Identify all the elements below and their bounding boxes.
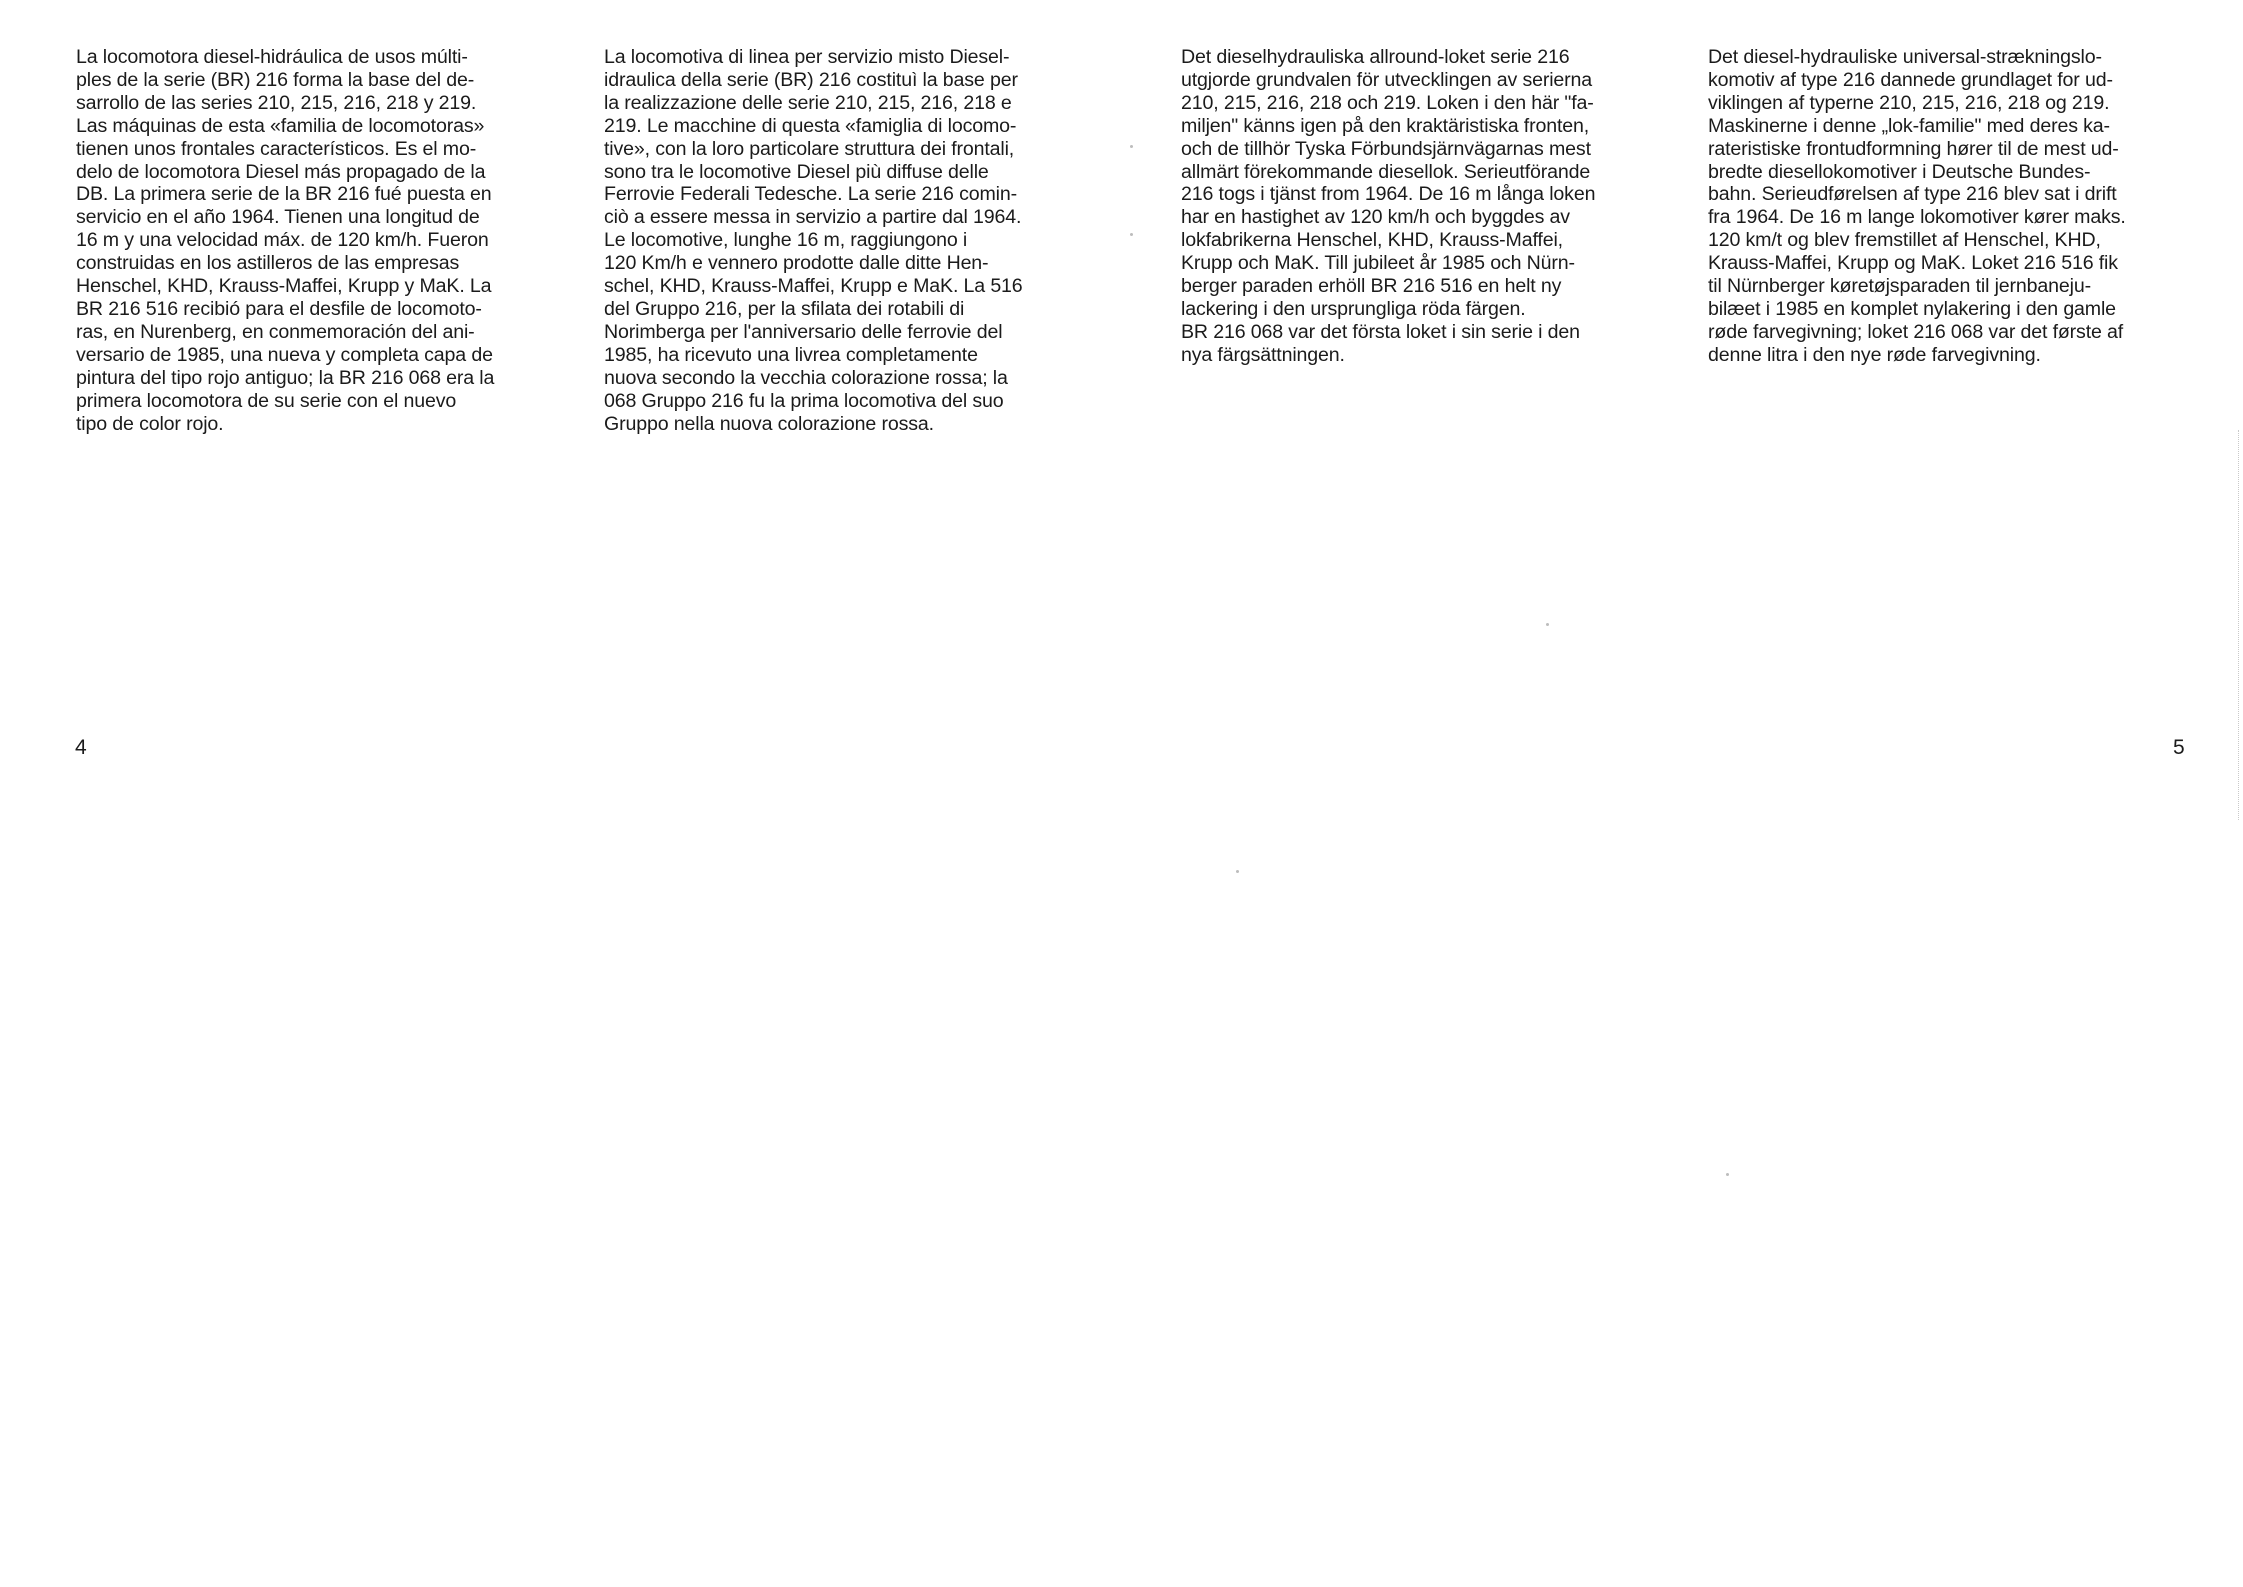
text-line: idraulica della serie (BR) 216 costituì la base per — [604, 68, 1018, 91]
text-line: primera locomotora de su serie con el nuevo — [76, 389, 457, 412]
text-line: delo de locomotora Diesel más propagado de la — [76, 160, 486, 183]
text-line: DB. La primera serie de la BR 216 fué puesta en — [76, 183, 492, 206]
text-line: 216 togs i tjänst from 1964. De 16 m långa loken — [1181, 183, 1596, 206]
text-line: ciò a essere messa in servizio a partire dal 1964. — [604, 206, 1022, 229]
scan-speck — [1546, 623, 1549, 626]
text-line: 120 Km/h e vennero prodotte dalle ditte Hen- — [604, 252, 989, 275]
text-line: BR 216 068 var det första loket i sin serie i den — [1181, 320, 1580, 343]
text-line: Las máquinas de esta «familia de locomotoras» — [76, 114, 485, 137]
text-line: schel, KHD, Krauss-Maffei, Krupp e MaK. La 516 — [604, 275, 1023, 298]
text-line: Det dieselhydrauliska allround-loket serie 216 — [1181, 46, 1570, 68]
right-page — [1121, 0, 2242, 1587]
page-number-right: 5 — [2173, 736, 2185, 759]
text-line: servicio en el año 1964. Tienen una longitud de — [76, 206, 480, 229]
text-line: nya färgsättningen. — [1181, 343, 1345, 366]
italian-text-column — [604, 46, 1104, 435]
text-line: komotiv af type 216 dannede grundlaget for ud- — [1708, 68, 2113, 91]
page-number-left: 4 — [75, 736, 87, 759]
scan-speck — [1726, 1173, 1729, 1176]
scan-speck — [1130, 233, 1133, 236]
text-line: tive», con la loro particolare struttura dei frontali, — [604, 137, 1015, 160]
text-line: Le locomotive, lunghe 16 m, raggiungono i — [604, 229, 968, 252]
text-line: lackering i den ursprungliga röda färgen. — [1181, 297, 1526, 320]
text-line: allmärt förekommande diesellok. Serieutförande — [1181, 160, 1591, 183]
left-page — [0, 0, 1121, 1587]
swedish-text-column — [1181, 46, 1681, 367]
text-line: Krupp och MaK. Till jubileet år 1985 och Nürn- — [1181, 252, 1575, 275]
text-line: 16 m y una velocidad máx. de 120 km/h. Fueron — [76, 229, 489, 252]
text-line: utgjorde grundvalen för utvecklingen av serierna — [1181, 68, 1593, 91]
text-line: 1985, ha ricevuto una livrea completamente — [604, 343, 978, 366]
spanish-text-column — [76, 46, 576, 435]
text-line: 120 km/t og blev fremstillet af Henschel, KHD, — [1708, 229, 2101, 252]
text-line: La locomotiva di linea per servizio misto Diesel- — [604, 46, 1010, 68]
text-line: rateristiske frontudformning hører til de mest ud- — [1708, 137, 2119, 160]
text-line: røde farvegivning; loket 216 068 var det første af — [1708, 320, 2124, 343]
text-line: 219. Le macchine di questa «famiglia di locomo- — [604, 114, 1017, 137]
text-line: Henschel, KHD, Krauss-Maffei, Krupp y MaK. La — [76, 275, 492, 298]
text-line: viklingen af typerne 210, 215, 216, 218 og 219. — [1708, 91, 2110, 114]
text-line: La locomotora diesel-hidráulica de usos múlti- — [76, 46, 468, 68]
text-line: denne litra i den nye røde farvegivning. — [1708, 343, 2041, 366]
text-line: Maskinerne i denne „lok-familie" med deres ka- — [1708, 114, 2110, 137]
text-line: Krauss-Maffei, Krupp og MaK. Loket 216 516 fik — [1708, 252, 2118, 275]
text-line: la realizzazione delle serie 210, 215, 216, 218 e — [604, 91, 1012, 114]
text-line: bredte diesellokomotiver i Deutsche Bundes- — [1708, 160, 2091, 183]
scan-speck — [1236, 870, 1239, 873]
text-line: Ferrovie Federali Tedesche. La serie 216 comin- — [604, 183, 1017, 206]
text-line: bilæet i 1985 en komplet nylakering i den gamle — [1708, 297, 2116, 320]
text-line: ras, en Nurenberg, en conmemoración del ani- — [76, 320, 475, 343]
text-line: sarrollo de las series 210, 215, 216, 218 y 219. — [76, 91, 477, 114]
text-line: Norimberga per l'anniversario delle ferrovie del — [604, 320, 1003, 343]
text-line: 210, 215, 216, 218 och 219. Loken i den här "fa- — [1181, 91, 1594, 114]
text-line: pintura del tipo rojo antiguo; la BR 216 068 era la — [76, 366, 495, 389]
text-line: tipo de color rojo. — [76, 412, 224, 435]
text-line: fra 1964. De 16 m lange lokomotiver kører maks. — [1708, 206, 2126, 229]
text-line: versario de 1985, una nueva y completa capa de — [76, 343, 493, 366]
text-line: BR 216 516 recibió para el desfile de locomoto- — [76, 297, 482, 320]
text-line: har en hastighet av 120 km/h och byggdes av — [1181, 206, 1570, 229]
text-line: construidas en los astilleros de las empresas — [76, 252, 460, 275]
text-line: 068 Gruppo 216 fu la prima locomotiva del suo — [604, 389, 1004, 412]
text-line: sono tra le locomotive Diesel più diffuse delle — [604, 160, 989, 183]
text-line: Det diesel-hydrauliske universal-strækningslo- — [1708, 46, 2102, 68]
text-line: lokfabrikerna Henschel, KHD, Krauss-Maffei, — [1181, 229, 1563, 252]
text-line: bahn. Serieudførelsen af type 216 blev sat i drift — [1708, 183, 2117, 206]
text-line: del Gruppo 216, per la sfilata dei rotabili di — [604, 297, 965, 320]
text-line: ples de la serie (BR) 216 forma la base del de- — [76, 68, 475, 91]
text-line: Gruppo nella nuova colorazione rossa. — [604, 412, 934, 435]
text-line: berger paraden erhöll BR 216 516 en helt ny — [1181, 275, 1562, 298]
text-line: tienen unos frontales característicos. Es el mo- — [76, 137, 477, 160]
text-line: nuova secondo la vecchia colorazione rossa; la — [604, 366, 1008, 389]
scan-edge-artifact — [2238, 430, 2243, 820]
scan-speck — [1130, 145, 1133, 148]
text-line: och de tillhör Tyska Förbundsjärnvägarnas mest — [1181, 137, 1591, 160]
text-line: miljen" känns igen på den kraktäristiska fronten, — [1181, 114, 1590, 137]
text-line: til Nürnberger køretøjsparaden til jernbaneju- — [1708, 275, 2091, 298]
danish-text-column — [1708, 46, 2208, 367]
